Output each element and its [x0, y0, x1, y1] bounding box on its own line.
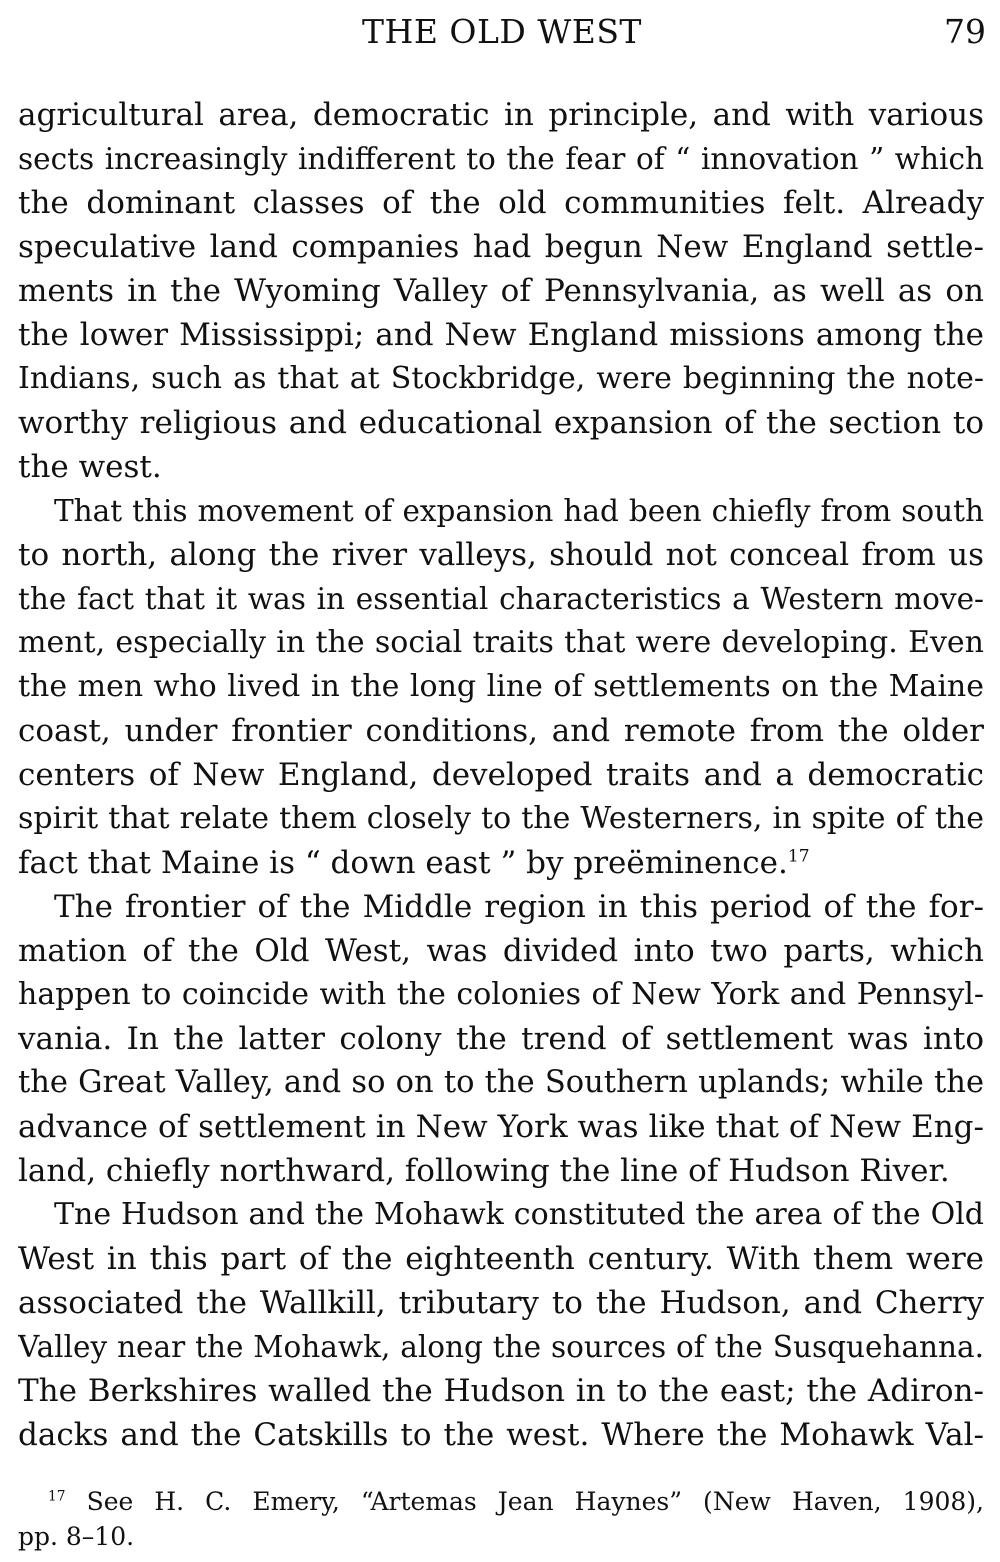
text-line: The Berkshires walled the Hudson in to the east; the Adiron-: [18, 1373, 984, 1409]
text-line: the lower Mississippi; and New England missions among the: [18, 317, 984, 353]
text-line: dacks and the Catskills to the west. Where the Mohawk Val-: [18, 1417, 984, 1453]
text-line: the west.: [18, 449, 162, 485]
running-title: THE OLD WEST: [362, 12, 642, 51]
text-line: agricultural area, democratic in principle, and with various: [18, 97, 984, 133]
text-line-with-footnote: [18, 841, 984, 885]
text-line: spirit that relate them closely to the Westerners, in spite of the: [18, 801, 984, 836]
text-line: advance of settlement in New York was like that of New Eng-: [18, 1109, 984, 1145]
text-line: coast, under frontier conditions, and remote from the older: [18, 713, 984, 749]
footnote: [18, 1484, 984, 1554]
text-line: happen to coincide with the colonies of New York and Pennsyl-: [18, 977, 984, 1012]
text-line: Valley near the Mohawk, along the sources of the Susquehanna.: [18, 1330, 984, 1364]
paragraph-1: [18, 93, 984, 489]
text-line: centers of New England, developed traits and a democratic: [18, 757, 984, 793]
footnote-marker: 17: [48, 1488, 66, 1505]
text-line: the dominant classes of the old communities felt. Already: [18, 185, 984, 221]
paragraph-4: [18, 1193, 984, 1457]
text-line: fact that Maine is “ down east ” by preëminence.: [18, 845, 788, 881]
text-line: the fact that it was in essential characteristics a Western move-: [18, 582, 984, 616]
text-line: Tne Hudson and the Mohawk constituted the area of the Old: [54, 1197, 984, 1232]
body-text: [18, 93, 984, 1457]
text-line: mation of the Old West, was divided into two parts, which: [18, 933, 984, 969]
text-line: land, chiefly northward, following the line of Hudson River.: [18, 1153, 950, 1189]
paragraph-2: [18, 489, 984, 885]
footnote-line: pp. 8–10.: [18, 1522, 135, 1551]
text-line: the men who lived in the long line of settlements on the Maine: [18, 669, 984, 704]
text-line: West in this part of the eighteenth century. With them were: [18, 1241, 984, 1277]
paragraph-3: [18, 885, 984, 1193]
footnote-text: See H. C. Emery, “Artemas Jean Haynes” (New Haven, 1908),: [86, 1487, 984, 1516]
text-line: vania. In the latter colony the trend of settlement was into: [18, 1021, 984, 1057]
text-line: speculative land companies had begun New England settle-: [18, 229, 984, 265]
text-line: The frontier of the Middle region in this period of the for-: [54, 889, 984, 925]
text-line: associated the Wallkill, tributary to the Hudson, and Cherry: [18, 1285, 984, 1321]
footnote-reference[interactable]: 17: [787, 846, 810, 867]
footnote-line: [18, 1484, 984, 1519]
text-line: the Great Valley, and so on to the Southern uplands; while the: [18, 1065, 984, 1100]
text-line: Indians, such as that at Stockbridge, were beginning the note-: [18, 361, 984, 396]
page-number: 79: [944, 12, 986, 51]
text-line: ment, especially in the social traits that were developing. Even: [18, 625, 984, 660]
text-line: worthy religious and educational expansion of the section to: [18, 405, 984, 441]
running-head: [18, 10, 986, 54]
text-line: ments in the Wyoming Valley of Pennsylvania, as well as on: [18, 273, 984, 309]
text-line: to north, along the river valleys, should not conceal from us: [18, 537, 984, 573]
text-line: sects increasingly indifferent to the fear of “ innovation ” which: [18, 142, 984, 176]
text-line: That this movement of expansion had been chiefly from south: [54, 494, 984, 528]
